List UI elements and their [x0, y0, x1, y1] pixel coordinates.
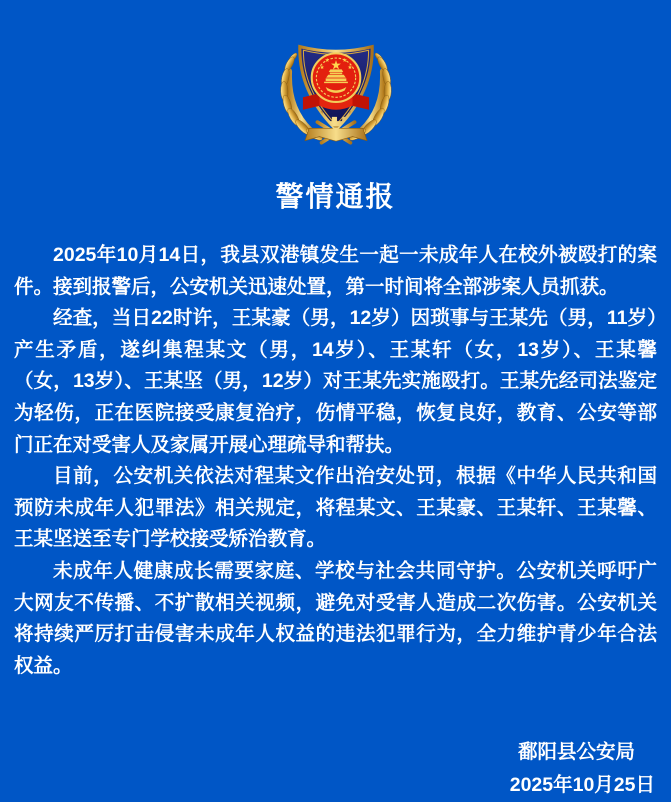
signature-block: [0, 736, 671, 802]
notice-paragraph: 2025年10月14日，我县双港镇发生一起一未成年人在校外被殴打的案件。接到报警后，公安机关迅速处置，第一时间将全部涉案人员抓获。: [14, 244, 657, 298]
notice-paragraph: 经查，当日22时许，王某豪（男，12岁）因琐事与王某先（男，11岁）产生矛盾，遂纠集程某文（男，14岁）、王某轩（女，13岁）、王某馨（女，13岁）、王某坚（男，12岁）对王某先实施殴打。王某先经司法鉴定为轻伤，正在医院接受康复治疗，伤情平稳，恢复良好，教育、公安等部门正在对受害人及家属开展心理疏导和帮扶。: [14, 307, 657, 456]
police-badge: [274, 26, 398, 150]
china-police-emblem-icon: [274, 26, 398, 150]
page-title: 警情通报: [275, 181, 396, 212]
notice-paragraph: 目前，公安机关依法对程某文作出治安处罚，根据《中华人民共和国预防未成年人犯罪法》相关规定，将程某文、王某豪、王某轩、王某馨、王某坚送至专门学校接受矫治教育。: [14, 465, 657, 551]
badge-national-emblem-icon: [311, 53, 360, 102]
notice-body: [14, 240, 657, 682]
issue-date: 2025年10月25日: [509, 774, 655, 797]
notice-paragraph: 未成年人健康成长需要家庭、学校与社会共同守护。公安机关呼吁广大网友不传播、不扩散相关视频，避免对受害人造成二次伤害。公安机关将持续严厉打击侵害未成年人权益的违法犯罪行为，全力维护青少年合法权益。: [14, 559, 657, 677]
issuing-authority: 鄱阳县公安局: [517, 741, 635, 764]
